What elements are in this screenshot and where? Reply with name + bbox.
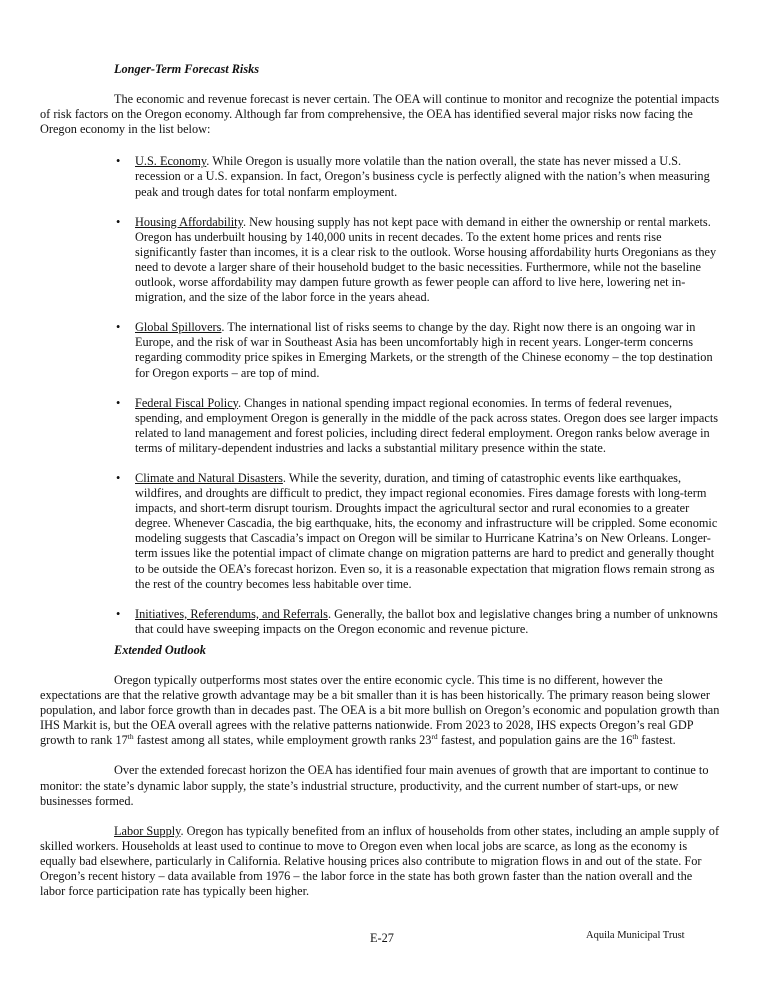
footer-organization: Aquila Municipal Trust [586,930,685,941]
risk-title: Federal Fiscal Policy [135,395,239,410]
risk-title: Climate and Natural Disasters [135,470,283,485]
superscript: th [632,732,639,742]
list-item [40,320,720,380]
list-item [40,471,720,592]
section-heading-forecast-risks: Longer-Term Forecast Risks [114,62,260,76]
outlook-text-d: fastest. [638,733,676,748]
risk-text: . Generally, the ballot box and legislative changes bring a number of unknowns that could have sweeping impacts on the Oregon economic and revenue picture. [135,606,718,636]
risk-title: Initiatives, Referendums, and Referrals [135,606,328,621]
bullet-icon: • [116,154,121,169]
superscript: th [127,732,134,742]
outlook-text-c: fastest, and population gains are the 16 [437,733,633,748]
risk-text: . The international list of risks seems to change by the day. Right now there is an ongoing war in Europe, and the risk of war in Southeast Asia has been uncomfortably high in recent years. Longer-term concerns regarding commodity price spikes in Emerging Markets, or the strength of the Chinese economy – the top destination for Oregon exports – are top of mind. [135,320,713,380]
bullet-icon: • [116,606,121,621]
risk-title: U.S. Economy [135,154,207,169]
risk-list [40,154,720,637]
document-body [40,62,720,899]
bullet-icon: • [116,214,121,229]
outlook-text-a: Oregon typically outperforms most states over the entire economic cycle. This time is no different, however the expectations are that the relative growth advantage may be a bit smaller than it is has been historically. The primary reason being slower population, and labor force growth than in decades past. The OEA is a bit more bullish on Oregon’s economic and population growth than IHS Markit is, but the OEA overall agrees with the relative patterns nationwide. From 2023 to 2028, IHS expects Oregon’s real GDP growth to rank 17 [40,673,720,748]
labor-supply-text: . Oregon has typically benefited from an influx of households from other states, including an ample supply of skilled workers. Households at least used to continue to move to Oregon even when local jobs are scarce, as long as the economy is equally bad elsewhere, particularly in California. Relative housing prices also contribute to migration flows in and out of the state. For Oregon’s recent history – data available from 1976 – the labor force in the state has both grown faster than the nation overall and the labor force participation rate has typically been higher. [40,823,720,899]
risk-text: . While Oregon is usually more volatile than the nation overall, the state has never missed a U.S. recession or a U.S. expansion. In fact, Oregon’s business cycle is perfectly aligned with the nation’s when measuring peak and trough dates for total nonfarm employment. [135,154,710,199]
risk-text: . While the severity, duration, and timing of catastrophic events like earthquakes, wildfires, and droughts are difficult to predict, they impact regional economies. Fires damage forests with long-term impacts, and short-term disrupt tourism. Droughts impact the agricultural sector and rural economies to a greater degree. Whenever Cascadia, the big earthquake, hits, the economy and infrastructure will be crippled. Some economic modeling suggests that Cascadia’s impact on Oregon will be similar to Hurricane Katrina’s on New Orleans. Longer-term issues like the potential impact of climate change on migration patterns are hard to predict and generally thought to be outside the OEA’s forecast horizon. Even so, it is a reasonable expectation that migration flows remain strong as the rest of the country becomes less habitable over time. [135,470,718,591]
bullet-icon: • [116,395,121,410]
list-item [40,154,720,199]
list-item [40,607,720,637]
risk-text: . Changes in national spending impact regional economies. In terms of federal revenues, spending, and employment Oregon is generally in the middle of the pack across states. Oregon does see larger impacts related to land management and forest policies, including direct federal employment. Oregon ranks below average in terms of military-dependent industries and lacks a substantial military presence within the state. [135,395,719,455]
risk-title: Housing Affordability [135,214,243,229]
bullet-icon: • [116,470,121,485]
growth-avenues-paragraph: Over the extended forecast horizon the OEA has identified four main avenues of growth that are important to continue to monitor: the state’s dynamic labor supply, the state’s industrial structure, productivity, and the current number of start-ups, or new businesses formed. [40,763,709,808]
labor-supply-title: Labor Supply [114,823,181,838]
page-number: E-27 [370,931,394,945]
outlook-text-b: fastest among all states, while employment growth ranks 23 [133,733,432,748]
risk-title: Global Spillovers [135,320,222,335]
labor-supply-paragraph [40,824,720,899]
list-item [40,215,720,306]
outlook-paragraph [40,673,720,748]
section-heading-extended-outlook: Extended Outlook [114,642,206,657]
superscript: rd [431,732,438,742]
intro-paragraph: The economic and revenue forecast is never certain. The OEA will continue to monitor and recognize the potential impacts of risk factors on the Oregon economy. Although far from comprehensive, the OEA has identified several major risks now facing the Oregon economy in the list below: [40,92,720,137]
bullet-icon: • [116,320,121,335]
risk-text: . New housing supply has not kept pace with demand in either the ownership or rental markets. Oregon has underbuilt housing by 140,000 units in recent decades. To the extent home prices and rents rise significantly faster than incomes, it is a clear risk to the outlook. Worse housing affordability hurts Oregonians as they need to devote a larger share of their household budget to the basic necessities. Furthermore, while not the baseline outlook, worse affordability may dampen future growth as fewer people can afford to live here, lowering net in-migration, and the size of the labor force in the years ahead. [135,214,717,305]
list-item [40,396,720,456]
